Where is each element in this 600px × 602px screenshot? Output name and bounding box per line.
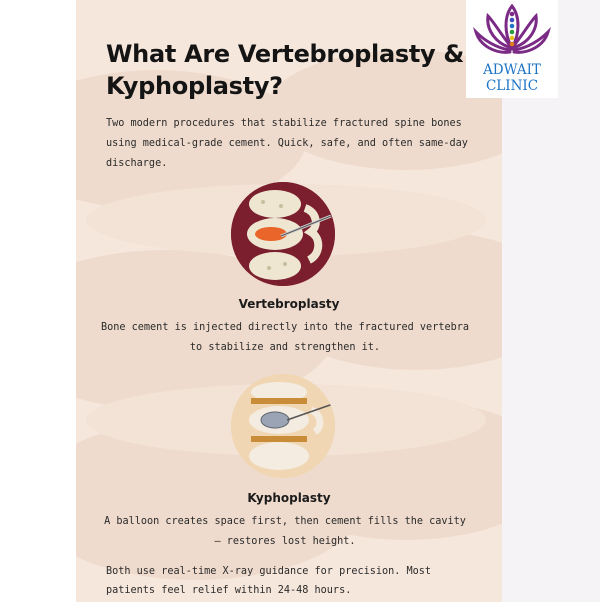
- procedure-title-kyphoplasty: Kyphoplasty: [247, 491, 331, 505]
- clinic-logo: [466, 0, 558, 98]
- footer-paragraph: Both use real-time X-ray guidance for precision. Most patients feel relief within 24-48 hours.: [106, 566, 432, 596]
- vertebroplasty-image: [231, 182, 335, 286]
- procedure-description-kyphoplasty: A balloon creates space first, then cement fills the cavity – restores lost height.: [104, 516, 466, 547]
- page-title: What Are Vertebroplasty & Kyphoplasty?: [106, 40, 465, 100]
- logo-text-line2: CLINIC: [485, 78, 539, 94]
- logo-text-line1: ADWAIT: [483, 62, 541, 78]
- procedure-description-vertebroplasty: Bone cement is injected directly into the fractured vertebra to stabilize and strengthen it.: [100, 322, 469, 353]
- lotus-icon: [466, 0, 558, 62]
- spine-balloon-illustration: [231, 374, 335, 478]
- spine-cement-injection-illustration: [231, 182, 335, 286]
- procedure-title-vertebroplasty: Vertebroplasty: [238, 297, 340, 311]
- kyphoplasty-image: [231, 374, 335, 478]
- intro-paragraph: Two modern procedures that stabilize fractured spine bones using medical-grade cement. Quick, safe, and often same-day discharge.: [106, 118, 468, 169]
